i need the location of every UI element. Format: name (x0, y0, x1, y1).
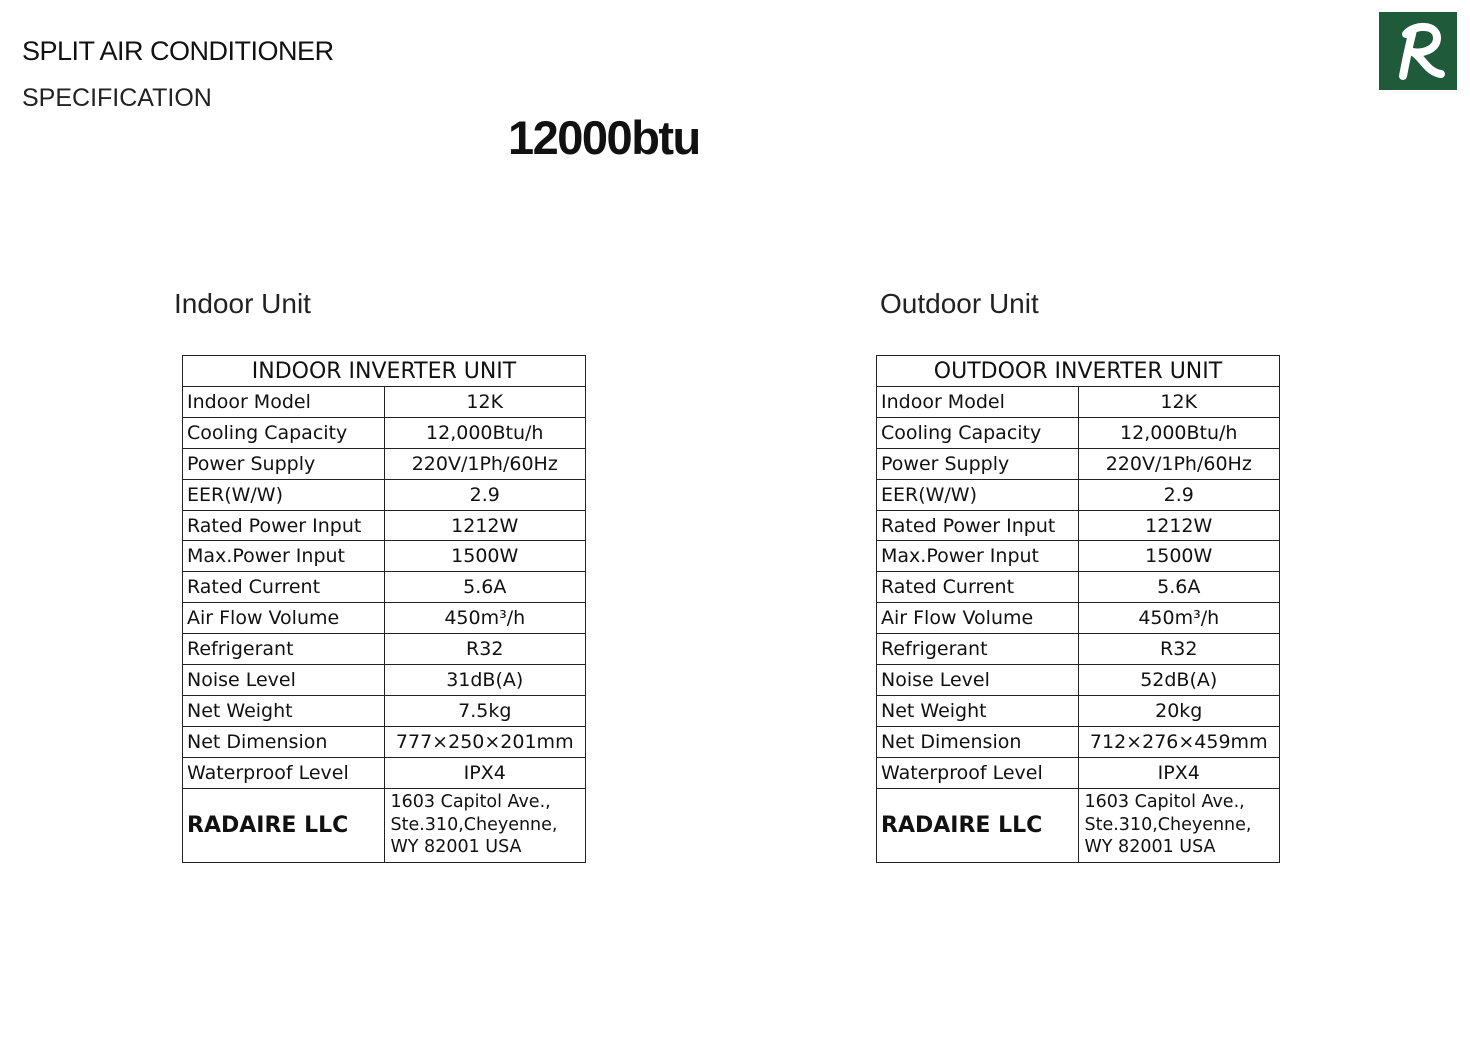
table-row (183, 417, 586, 448)
table-row (877, 541, 1280, 572)
spec-label: Net Dimension (877, 726, 1079, 757)
indoor-unit-heading: Indoor Unit (174, 288, 311, 319)
table-row (183, 510, 586, 541)
spec-value: 20kg (1078, 695, 1280, 726)
r-monogram-icon (1379, 12, 1457, 90)
table-header-row (183, 356, 586, 387)
spec-label: Max.Power Input (183, 541, 385, 572)
table-row (183, 572, 586, 603)
spec-value: 1212W (384, 510, 586, 541)
spec-value: 52dB(A) (1078, 665, 1280, 696)
spec-label: Net Weight (877, 695, 1079, 726)
spec-label: Net Weight (183, 695, 385, 726)
spec-label: Rated Current (877, 572, 1079, 603)
spec-label: Noise Level (877, 665, 1079, 696)
spec-label: Rated Power Input (877, 510, 1079, 541)
spec-label: Air Flow Volume (183, 603, 385, 634)
document-subtitle: SPECIFICATION (22, 84, 212, 112)
spec-value: IPX4 (1078, 757, 1280, 788)
spec-label: Refrigerant (877, 634, 1079, 665)
spec-value: IPX4 (384, 757, 586, 788)
spec-label: Power Supply (877, 448, 1079, 479)
spec-value: 1500W (384, 541, 586, 572)
spec-value: 1212W (1078, 510, 1280, 541)
spec-label: Rated Power Input (183, 510, 385, 541)
spec-label: Cooling Capacity (183, 417, 385, 448)
table-row (877, 603, 1280, 634)
table-row (183, 757, 586, 788)
table-row (877, 757, 1280, 788)
spec-label: Air Flow Volume (877, 603, 1079, 634)
spec-value: 12K (1078, 387, 1280, 418)
spec-label: Refrigerant (183, 634, 385, 665)
spec-value: 450m³/h (384, 603, 586, 634)
spec-label: Waterproof Level (183, 757, 385, 788)
table-row (183, 634, 586, 665)
spec-label: Cooling Capacity (877, 417, 1079, 448)
table-row (877, 417, 1280, 448)
address-line: WY 82001 USA (1084, 837, 1216, 858)
spec-label: Max.Power Input (877, 541, 1079, 572)
table-row (183, 695, 586, 726)
spec-value: 12,000Btu/h (1078, 417, 1280, 448)
table-row (877, 510, 1280, 541)
spec-value: 450m³/h (1078, 603, 1280, 634)
table-row (877, 695, 1280, 726)
address-line: Ste.310,Cheyenne, (390, 814, 558, 835)
spec-value: 2.9 (1078, 479, 1280, 510)
table-row (183, 448, 586, 479)
address-line: WY 82001 USA (390, 837, 522, 858)
spec-value: 777×250×201mm (384, 726, 586, 757)
spec-value: 5.6A (384, 572, 586, 603)
table-row (877, 665, 1280, 696)
spec-value: 7.5kg (384, 695, 586, 726)
table-row (877, 726, 1280, 757)
company-address (384, 788, 586, 862)
spec-label: EER(W/W) (183, 479, 385, 510)
capacity-heading: 12000btu (508, 111, 700, 164)
spec-value: 12K (384, 387, 586, 418)
spec-value: R32 (1078, 634, 1280, 665)
company-row (877, 788, 1280, 862)
table-row (183, 726, 586, 757)
spec-value: 5.6A (1078, 572, 1280, 603)
spec-value: 31dB(A) (384, 665, 586, 696)
address-line: 1603 Capitol Ave., (390, 792, 551, 813)
spec-label: Rated Current (183, 572, 385, 603)
spec-label: Net Dimension (183, 726, 385, 757)
table-row (183, 541, 586, 572)
document-title: SPLIT AIR CONDITIONER (22, 36, 334, 66)
spec-value: 220V/1Ph/60Hz (1078, 448, 1280, 479)
spec-label: Waterproof Level (877, 757, 1079, 788)
table-row (877, 387, 1280, 418)
table-row (183, 479, 586, 510)
table-row (877, 572, 1280, 603)
indoor-table-title: INDOOR INVERTER UNIT (183, 356, 586, 387)
outdoor-unit-heading: Outdoor Unit (880, 288, 1039, 319)
spec-value: 220V/1Ph/60Hz (384, 448, 586, 479)
table-row (877, 634, 1280, 665)
indoor-spec-table (182, 355, 586, 863)
table-row (877, 448, 1280, 479)
spec-label: Indoor Model (877, 387, 1079, 418)
spec-value: 1500W (1078, 541, 1280, 572)
spec-value: 2.9 (384, 479, 586, 510)
company-address (1078, 788, 1280, 862)
spec-label: Power Supply (183, 448, 385, 479)
outdoor-table-title: OUTDOOR INVERTER UNIT (877, 356, 1280, 387)
company-name: RADAIRE LLC (183, 788, 385, 862)
spec-value: 12,000Btu/h (384, 417, 586, 448)
spec-value: R32 (384, 634, 586, 665)
spec-value: 712×276×459mm (1078, 726, 1280, 757)
company-row (183, 788, 586, 862)
outdoor-spec-table (876, 355, 1280, 863)
spec-label: Indoor Model (183, 387, 385, 418)
table-row (877, 479, 1280, 510)
spec-label: EER(W/W) (877, 479, 1079, 510)
table-header-row (877, 356, 1280, 387)
table-row (183, 665, 586, 696)
company-name: RADAIRE LLC (877, 788, 1079, 862)
table-row (183, 603, 586, 634)
table-row (183, 387, 586, 418)
address-line: 1603 Capitol Ave., (1084, 792, 1245, 813)
address-line: Ste.310,Cheyenne, (1084, 814, 1252, 835)
spec-label: Noise Level (183, 665, 385, 696)
